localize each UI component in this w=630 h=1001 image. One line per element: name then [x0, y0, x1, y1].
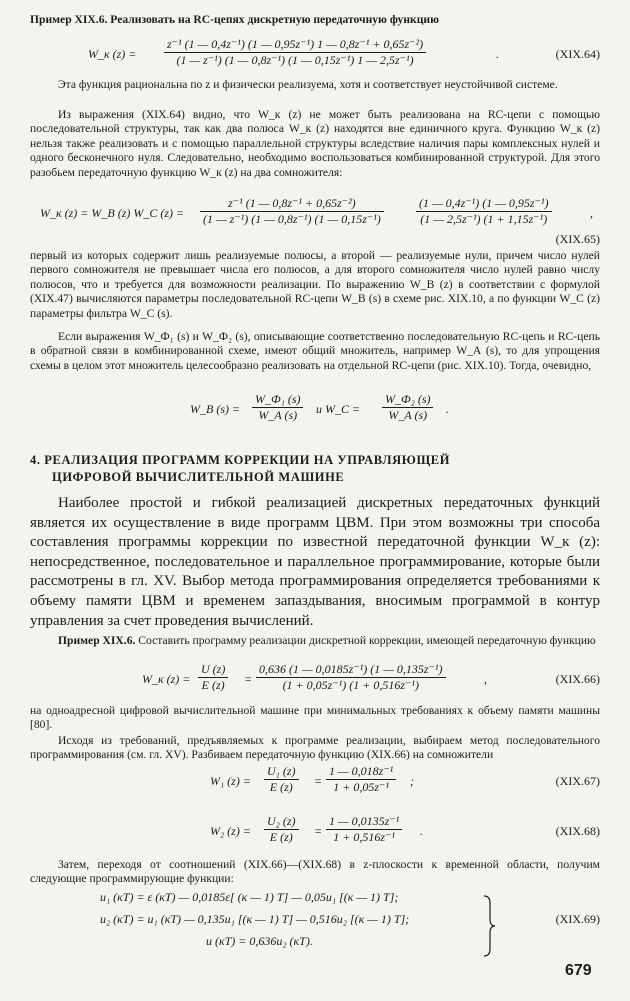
example-2-label: Пример XIX.6.	[58, 634, 136, 647]
eq-wb-fraction	[252, 392, 303, 423]
equation-xix-69	[30, 890, 600, 960]
eq64-tail: .	[496, 47, 499, 61]
eq-wc-lhs: и W_C =	[316, 402, 361, 416]
eq64-denominator: (1 — z⁻¹) (1 — 0,8z⁻¹) (1 — 0,15z⁻¹) 1 — 2,5z⁻¹)	[176, 53, 414, 67]
eq68-tail: .	[420, 824, 423, 838]
section-body	[30, 494, 600, 631]
example-2-intro-text: Составить программу реализации дискретной коррекции, имеющей передаточную функцию	[135, 634, 596, 647]
paragraph-4-text: Если выражения W_Ф₁ (s) и W_Ф₂ (s), описывающие соответственно последовательную RC-цепь и RC-цепь в обратной связи в комбинированной схеме, имеют общий множитель, например W_A (s), то для упрощения схемы в целом этот множитель целесообразно реализовать на отдельной RC-цепи (рис. XIX.10). Тогда, очевидно,	[30, 330, 600, 372]
eq64-number: (XIX.64)	[555, 47, 600, 61]
equation-wb-wc	[30, 392, 600, 428]
paragraph-1	[30, 78, 600, 92]
eq-wc-numerator: W_Ф₂ (s)	[382, 392, 433, 408]
eq-wb-denominator: W_A (s)	[258, 408, 298, 422]
equation-xix-64	[30, 37, 600, 73]
program-line-2: u₂ (кT) = u₁ (кT) — 0,135u₁ [(к — 1) T] — 0,516u₂ [(к — 1) T];	[100, 912, 410, 926]
equation-xix-65	[30, 196, 600, 248]
eq64-fraction	[164, 37, 426, 68]
eq-wb-numerator: W_Ф₁ (s)	[252, 392, 303, 408]
eq65-fraction-2	[416, 196, 552, 227]
eq66-lhs: W_к (z) =	[142, 672, 191, 686]
eq67-denominator-2: 1 + 0,05z⁻¹	[333, 780, 389, 794]
eq67-lhs: W₁ (z) =	[210, 774, 251, 788]
eq65-fraction-1	[200, 196, 384, 227]
eq66-number: (XIX.66)	[555, 672, 600, 686]
eq-wc-tail: .	[446, 402, 449, 416]
page-number: 679	[565, 962, 592, 979]
eq67-fraction-2	[326, 764, 396, 795]
paragraph-3-text: первый из которых содержит лишь реализуемые полюсы, а второй — реализуемые нули, причем число нулей первого сомножителя не превышает числа его полюсов, а для второго сомножителя число нулей равно числу полюсов, что и требуется для возможности реализации. По выражению W_B (z) в соответствии с формулой (XIX.47) вычисляются параметры последовательной RC-цепи W_B (s) в схеме рис. XIX.10, а по функции W_C (z) параметры фильтра W_C (s).	[30, 249, 600, 320]
eq67-number: (XIX.67)	[555, 774, 600, 788]
eq65-numerator-2: (1 — 0,4z⁻¹) (1 — 0,95z⁻¹)	[416, 196, 552, 212]
eq66-denominator-1: E (z)	[201, 678, 225, 692]
eq68-denominator-2: 1 + 0,516z⁻¹	[333, 830, 395, 844]
eq64-numerator: z⁻¹ (1 — 0,4z⁻¹) (1 — 0,95z⁻¹) 1 — 0,8z⁻¹ + 0,65z⁻²)	[164, 37, 426, 53]
section-heading-line-2: ЦИФРОВОЙ ВЫЧИСЛИТЕЛЬНОЙ МАШИНЕ	[52, 470, 345, 484]
eq65-denominator-1: (1 — z⁻¹) (1 — 0,8z⁻¹) (1 — 0,15z⁻¹)	[203, 212, 381, 226]
example-2-paragraph-1	[30, 704, 600, 733]
eq67-fraction-1	[264, 764, 299, 795]
eq66-numerator-2: 0,636 (1 — 0,0185z⁻¹) (1 — 0,135z⁻¹)	[256, 662, 446, 678]
eq65-lhs: W_к (z) = W_B (z) W_C (z) =	[40, 206, 185, 220]
section-heading	[30, 452, 450, 486]
eq67-tail: ;	[410, 774, 414, 788]
section-heading-line-1: 4. РЕАЛИЗАЦИЯ ПРОГРАММ КОРРЕКЦИИ НА УПРАВЛЯЮЩЕЙ	[30, 453, 451, 467]
eq68-lhs: W₂ (z) =	[210, 824, 251, 838]
eq66-fraction-2	[256, 662, 446, 693]
example-intro-text: Пример XIX.6. Реализовать на RC-цепях дискретную передаточную функцию	[30, 13, 439, 26]
eq68-fraction-1	[264, 814, 299, 845]
eq-wc-fraction	[382, 392, 433, 423]
program-line-3: u (кT) = 0,636u₂ (кT).	[206, 934, 313, 948]
eq65-denominator-2: (1 — 2,5z⁻¹) (1 + 1,15z⁻¹)	[420, 212, 548, 226]
eq65-number: (XIX.65)	[555, 232, 600, 246]
example-2-paragraph-3-text: Затем, переходя от соотношений (XIX.66)—(XIX.68) в z-плоскости к временной области, получим следующие программирующие функции:	[30, 858, 600, 886]
eq-wc-denominator: W_A (s)	[388, 408, 428, 422]
eq68-equals: =	[314, 824, 323, 838]
example-2-paragraph-3	[30, 858, 600, 887]
eq66-tail: ,	[484, 672, 487, 686]
eq68-denominator-1: E (z)	[269, 830, 293, 844]
example-2-paragraph-1-text: на одноадресной цифровой вычислительной машине при минимальных требованиях к объему памяти машины [80].	[30, 704, 600, 732]
eq66-denominator-2: (1 + 0,05z⁻¹) (1 + 0,516z⁻¹)	[282, 678, 419, 692]
eq66-numerator-1: U (z)	[198, 662, 228, 678]
eq64-lhs: W_к (z) =	[88, 47, 137, 61]
eq67-numerator-2: 1 — 0,018z⁻¹	[326, 764, 396, 780]
equation-xix-67	[30, 764, 600, 800]
eq66-equals: =	[244, 672, 253, 686]
section-body-text: Наиболее простой и гибкой реализацией дискретных передаточных функций является их осуществление в виде программ ЦВМ. При этом возможны три способа составления программы коррекции по известной передаточной функции W_к (z): непосредственное, последовательное и параллельное программирование, которые были рассмотрены в гл. XV. Выбор метода программирования определяется требованиями к объему памяти ЦВМ и временем запаздывания, вносимым программой в контур управления за счет проведения вычислений.	[30, 495, 600, 629]
eq65-numerator-1: z⁻¹ (1 — 0,8z⁻¹ + 0,65z⁻²)	[200, 196, 384, 212]
eq68-number: (XIX.68)	[555, 824, 600, 838]
paragraph-1-text: Эта функция рациональна по z и физически реализуема, хотя и соответствует неустойчивой системе.	[58, 78, 558, 91]
eq67-denominator-1: E (z)	[269, 780, 293, 794]
eq66-fraction-1	[198, 662, 228, 693]
eq67-numerator-1: U₁ (z)	[264, 764, 299, 780]
paragraph-3	[30, 249, 600, 321]
right-brace-icon	[482, 895, 496, 957]
eq68-numerator-2: 1 — 0,0135z⁻¹	[326, 814, 402, 830]
eq-wb-lhs: W_B (s) =	[190, 402, 241, 416]
program-line-1: u₁ (кT) = ε (кT) — 0,0185ε[ (к — 1) T] — 0,05u₁ [(к — 1) T];	[100, 890, 399, 904]
paragraph-4	[30, 330, 600, 373]
example-2-paragraph-2	[30, 734, 600, 763]
equation-xix-66	[30, 662, 600, 698]
paragraph-2-text: Из выражения (XIX.64) видно, что W_к (z) не может быть реализована на RC-цепи с помощью последовательной структуры, так как два полюса W_к (z) находятся вне единичного круга. Функцию W_к (z) нельзя также реализовать и с помощью параллельной структуры вследствие наличия пары комплексных нулей и одного бесконечного нуля. Следовательно, необходимо воспользоваться комбинированной структурой. Для этого разобьем передаточную функцию W_к (z) на два сомножителя:	[30, 108, 600, 179]
eq68-fraction-2	[326, 814, 402, 845]
example-2-intro	[30, 634, 600, 648]
equation-xix-68	[30, 814, 600, 850]
eq68-numerator-1: U₂ (z)	[264, 814, 299, 830]
eq65-tail: ,	[590, 206, 593, 220]
paragraph-2	[30, 108, 600, 180]
eq67-equals: =	[314, 774, 323, 788]
eq69-number: (XIX.69)	[555, 912, 600, 926]
example-2-paragraph-2-text: Исходя из требований, предъявляемых к программе реализации, выбираем метод последовательного программирования (см. гл. XV). Разбиваем передаточную функцию (XIX.66) на сомножители	[30, 734, 600, 762]
example-intro	[30, 13, 600, 27]
